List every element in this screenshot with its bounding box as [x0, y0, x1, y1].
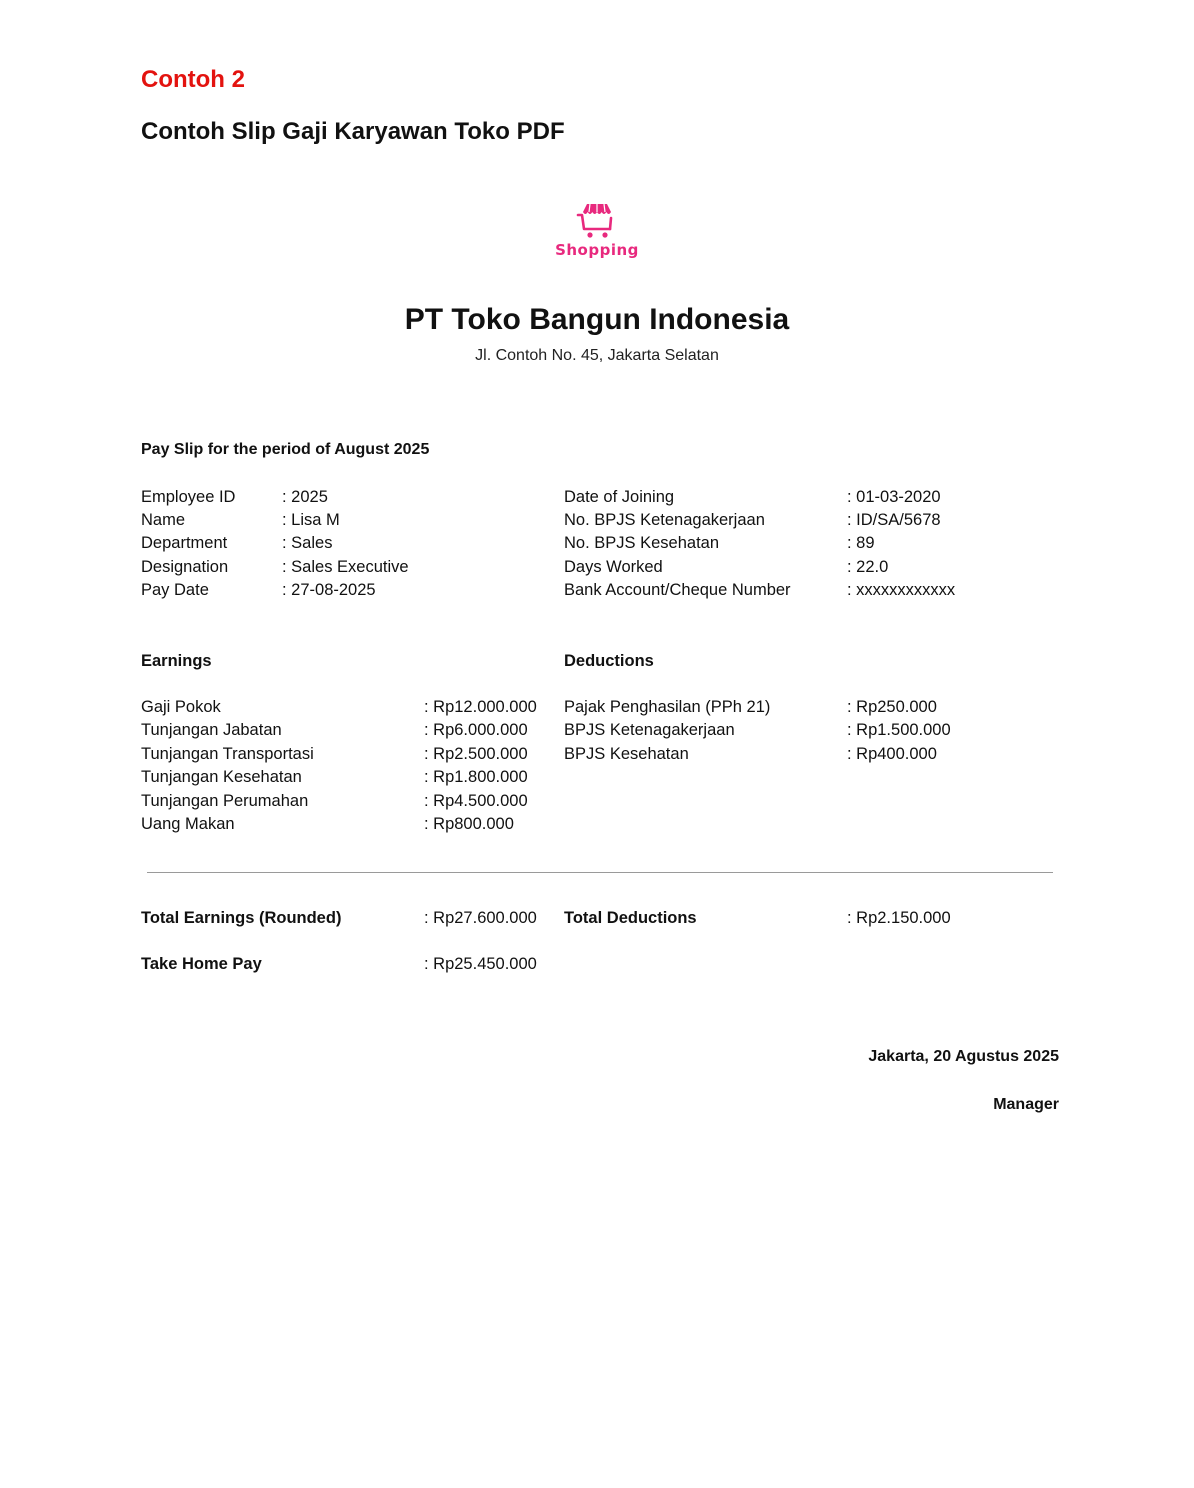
total-deductions-value: : Rp2.150.000 [847, 909, 951, 927]
company-name: PT Toko Bangun Indonesia [404, 303, 790, 336]
info-label: Designation [141, 558, 229, 576]
signature-place-date: Jakarta, 20 Agustus 2025 [868, 1048, 1059, 1065]
take-home-value: : Rp25.450.000 [424, 955, 537, 973]
earning-value: : Rp12.000.000 [424, 698, 537, 716]
earning-value: : Rp2.500.000 [424, 745, 528, 763]
info-value: : 01-03-2020 [847, 488, 941, 506]
total-deductions-label: Total Deductions [564, 909, 697, 927]
earning-label: Tunjangan Perumahan [141, 792, 309, 810]
info-value: : ID/SA/5678 [847, 511, 941, 529]
document-title: Contoh Slip Gaji Karyawan Toko PDF [141, 118, 565, 145]
company-logo [540, 200, 654, 270]
earning-value: : Rp800.000 [424, 815, 514, 833]
earning-label: Uang Makan [141, 815, 235, 833]
earning-label: Gaji Pokok [141, 698, 221, 716]
info-label: Department [141, 534, 228, 552]
deduction-value: : Rp250.000 [847, 698, 937, 716]
signature-role: Manager [993, 1096, 1059, 1113]
section-divider [147, 872, 1053, 873]
info-label: Date of Joining [564, 488, 675, 506]
earning-value: : Rp6.000.000 [424, 721, 528, 739]
info-label: No. BPJS Kesehatan [564, 534, 720, 552]
info-label: Employee ID [141, 488, 236, 506]
info-label: Days Worked [564, 558, 663, 576]
earnings-heading: Earnings [141, 652, 212, 670]
info-value: : 22.0 [847, 558, 889, 576]
info-value: : 27-08-2025 [282, 581, 376, 599]
deduction-label: BPJS Ketenagakerjaan [564, 721, 735, 739]
total-earnings-label: Total Earnings (Rounded) [141, 909, 342, 927]
info-value: : Sales Executive [282, 558, 409, 576]
earning-value: : Rp1.800.000 [424, 768, 528, 786]
info-value: : Lisa M [282, 511, 340, 529]
earning-label: Tunjangan Transportasi [141, 745, 314, 763]
info-label: Bank Account/Cheque Number [564, 581, 791, 599]
earning-value: : Rp4.500.000 [424, 792, 528, 810]
pay-period: Pay Slip for the period of August 2025 [141, 441, 430, 458]
shop-cart-icon [574, 200, 620, 240]
info-value: : Sales [282, 534, 333, 552]
deduction-label: Pajak Penghasilan (PPh 21) [564, 698, 771, 716]
take-home-label: Take Home Pay [141, 955, 262, 973]
earning-label: Tunjangan Jabatan [141, 721, 282, 739]
info-value: : 2025 [282, 488, 328, 506]
deduction-value: : Rp400.000 [847, 745, 937, 763]
earning-label: Tunjangan Kesehatan [141, 768, 302, 786]
info-label: Pay Date [141, 581, 209, 599]
info-label: No. BPJS Ketenagakerjaan [564, 511, 765, 529]
example-label: Contoh 2 [141, 66, 245, 93]
logo-text: Shopping [555, 241, 639, 259]
deduction-label: BPJS Kesehatan [564, 745, 689, 763]
deductions-heading: Deductions [564, 652, 654, 670]
total-earnings-value: : Rp27.600.000 [424, 909, 537, 927]
deduction-value: : Rp1.500.000 [847, 721, 951, 739]
info-value: : 89 [847, 534, 875, 552]
info-label: Name [141, 511, 186, 529]
info-value: : xxxxxxxxxxxx [847, 581, 956, 599]
company-address: Jl. Contoh No. 45, Jakarta Selatan [475, 347, 719, 364]
